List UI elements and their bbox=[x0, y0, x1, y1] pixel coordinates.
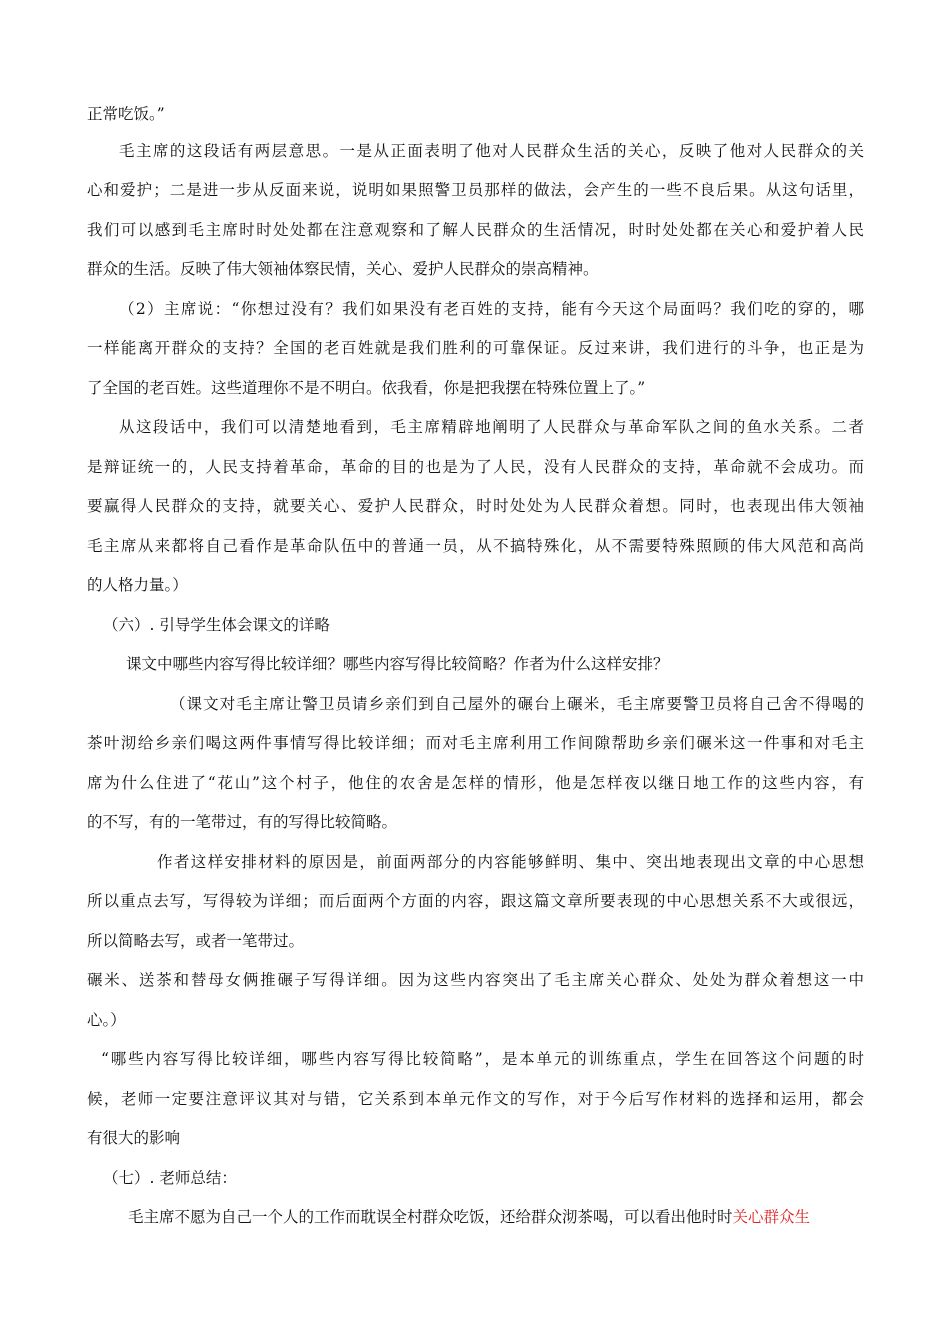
text-line: 作者这样安排材料的原因是，前面两部分的内容能够鲜明、集中、突出地表现出文章的中心思想 bbox=[157, 853, 864, 871]
text-line: 了全国的老百姓。这些道理你不是不明白。依我看，你是把我摆在特殊位置上了。” bbox=[87, 379, 646, 397]
text-line: 的不写，有的一笔带过，有的写得比较简略。 bbox=[87, 813, 398, 831]
text-line: 正常吃饭。” bbox=[87, 105, 165, 123]
text-line: 所以简略去写，或者一笔带过。 bbox=[87, 932, 305, 950]
text-line: 从这段话中，我们可以清楚地看到，毛主席精辟地阐明了人民群众与革命军队之间的鱼水关系。二者 bbox=[119, 418, 864, 436]
text-line: 茶叶沏给乡亲们喝这两件事情写得比较详细；而对毛主席利用工作间隙帮助乡亲们碾米这一件事和对毛主 bbox=[87, 734, 864, 752]
text-line: （2）主席说：“你想过没有？我们如果没有老百姓的支持，能有今天这个局面吗？我们吃的穿的，哪 bbox=[119, 300, 864, 318]
text-line: 是辩证统一的，人民支持着革命，革命的目的也是为了人民，没有人民群众的支持，革命就不会成功。而 bbox=[87, 458, 864, 476]
section-heading: （七）. 老师总结： bbox=[103, 1169, 237, 1187]
highlighted-text: 关心群众生 bbox=[732, 1208, 811, 1226]
last-line-text: 毛主席不愿为自己一个人的工作而耽误全村群众吃饭，还给群众沏茶喝，可以看出他时时 bbox=[128, 1208, 733, 1226]
text-line: 课文中哪些内容写得比较详细？哪些内容写得比较简略？作者为什么这样安排？ bbox=[126, 655, 669, 673]
text-line: 心和爱护；二是进一步从反面来说，说明如果照警卫员那样的做法，会产生的一些不良后果。从这句话里， bbox=[87, 181, 864, 199]
text-line: 群众的生活。反映了伟大领袖体察民情，关心、爱护人民群众的崇高精神。 bbox=[87, 260, 599, 278]
text-line: 一样能离开群众的支持？全国的老百姓就是我们胜利的可靠保证。反过来讲，我们进行的斗争，也正是为 bbox=[87, 339, 864, 357]
text-line: 的人格力量。） bbox=[87, 576, 188, 594]
text-line: 要赢得人民群众的支持，就要关心、爱护人民群众，时时处处为人民群众着想。同时，也表现出伟大领袖 bbox=[87, 497, 864, 515]
text-line: 碾米、送茶和替母女俩推碾子写得详细。因为这些内容突出了毛主席关心群众、处处为群众着想这一中 bbox=[87, 971, 864, 989]
text-line: 我们可以感到毛主席时时处处都在注意观察和了解人民群众的生活情况，时时处处都在关心和爱护着人民 bbox=[87, 221, 864, 239]
text-line: 毛主席从来都将自己看作是革命队伍中的普通一员，从不搞特殊化，从不需要特殊照顾的伟大风范和高尚 bbox=[87, 537, 864, 555]
text-line: 毛主席的这段话有两层意思。一是从正面表明了他对人民群众生活的关心，反映了他对人民群众的关 bbox=[119, 142, 864, 160]
section-heading: （六）. 引导学生体会课文的详略 bbox=[103, 616, 330, 634]
text-line: 心。） bbox=[87, 1011, 126, 1029]
text-line: “哪些内容写得比较详细，哪些内容写得比较简略”，是本单元的训练重点，学生在回答这个问题的时 bbox=[101, 1050, 864, 1068]
text-line: 候，老师一定要注意评议其对与错，它关系到本单元作文的写作，对于今后写作材料的选择和运用，都会 bbox=[87, 1090, 864, 1108]
text-line: 所以重点去写，写得较为详细；而后面两个方面的内容，跟这篇文章所要表现的中心思想关系不大或很远， bbox=[87, 892, 864, 910]
text-line: （课文对毛主席让警卫员请乡亲们到自己屋外的碾台上碾米，毛主席要警卫员将自己舍不得喝的 bbox=[170, 695, 864, 713]
text-line: 有很大的影响 bbox=[87, 1129, 181, 1147]
text-line: 席为什么住进了“花山”这个村子，他住的农舍是怎样的情形，他是怎样夜以继日地工作的这些内容，有 bbox=[87, 774, 864, 792]
text-line bbox=[128, 1198, 810, 1236]
